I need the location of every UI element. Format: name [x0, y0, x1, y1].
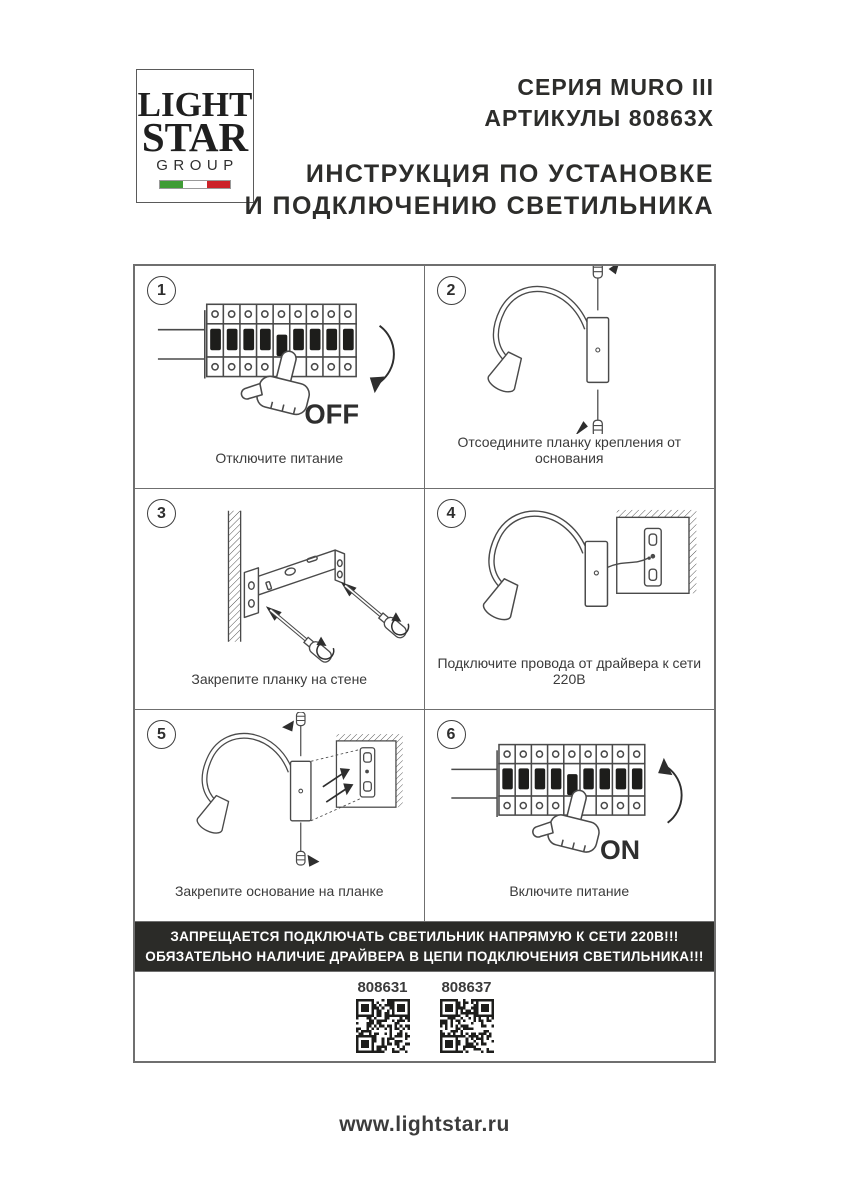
- flag-white: [183, 181, 206, 188]
- fix-base-illustration: [156, 712, 403, 882]
- circuit-breaker-on-illustration: [436, 716, 703, 878]
- step-caption: Отсоедините планку крепления от основания: [457, 434, 682, 466]
- article-code: 808631: [357, 979, 408, 996]
- screwdriver-icon: [337, 573, 410, 641]
- instruction-title-line1: ИНСТРУКЦИЯ ПО УСТАНОВКЕ: [305, 160, 714, 188]
- on-label: ON: [599, 834, 640, 865]
- circuit-breaker-off-illustration: [142, 275, 416, 441]
- step-cell-2: [425, 266, 715, 489]
- bottom-screw-icon: [576, 390, 603, 434]
- steps-grid: [133, 264, 716, 1063]
- connect-wires-illustration: [435, 489, 704, 655]
- step-caption: Включите питание: [509, 883, 630, 899]
- article-code: 808637: [441, 979, 492, 996]
- wall-bracket: [360, 747, 374, 796]
- qr-code: [440, 999, 494, 1053]
- top-screw-icon: [594, 266, 620, 310]
- instruction-title-line2: И ПОДКЛЮЧЕНИЮ СВЕТИЛЬНИКА: [244, 192, 714, 220]
- step-caption: Подключите провода от драйвера к сети 220В: [437, 655, 702, 687]
- lamp-head-cone: [194, 792, 234, 836]
- header: [245, 72, 714, 222]
- logo-word-star: STAR: [141, 114, 249, 160]
- step-number: 6: [437, 720, 466, 749]
- step-number: 2: [437, 276, 466, 305]
- screwdriver-icon: [262, 597, 338, 665]
- step-number: 1: [147, 276, 176, 305]
- step-number: 3: [147, 499, 176, 528]
- lamp-head-cone: [480, 576, 524, 624]
- turn-off-arrow-icon: [370, 326, 394, 393]
- lightstar-logo: [136, 69, 254, 203]
- logo-word-light: LIGHT: [137, 85, 253, 124]
- italy-flag-stripe: [159, 180, 231, 189]
- lamp-head-cone: [486, 349, 528, 396]
- off-label: OFF: [304, 398, 360, 430]
- step-number: 4: [437, 499, 466, 528]
- step-cell-6: [425, 710, 715, 922]
- bottom-screw-icon: [296, 822, 319, 866]
- step-cell-3: [135, 489, 425, 710]
- step-cell-5: [135, 710, 425, 922]
- footer-url: www.lightstar.ru: [339, 1113, 510, 1136]
- flag-red: [207, 181, 230, 188]
- wall-bracket: [644, 528, 661, 585]
- flag-green: [160, 181, 183, 188]
- step-caption: Закрепите планку на стене: [191, 671, 368, 687]
- warning-line-1: ЗАПРЕЩАЕТСЯ ПОДКЛЮЧАТЬ СВЕТИЛЬНИК НАПРЯМУЮ К СЕТИ 220В!!!: [170, 928, 679, 944]
- warning-banner: [135, 922, 714, 972]
- detach-plate-illustration: [443, 266, 695, 434]
- step-cell-1: [135, 266, 425, 489]
- lamp-base: [585, 541, 607, 606]
- top-screw-icon: [282, 712, 305, 756]
- step-number: 5: [147, 720, 176, 749]
- qr-code: [356, 999, 410, 1053]
- lamp-base: [587, 318, 609, 383]
- articles-title: АРТИКУЛЫ 80863X: [484, 105, 714, 131]
- article-block: [354, 977, 412, 1061]
- wall-hatching: [229, 511, 241, 642]
- series-title: СЕРИЯ MURO III: [517, 74, 714, 100]
- article-block: [438, 977, 496, 1061]
- logo-word-group: GROUP: [156, 157, 239, 174]
- mounting-plate: [245, 550, 345, 617]
- article-qr-section: [135, 972, 714, 1061]
- warning-line-2: ОБЯЗАТЕЛЬНО НАЛИЧИЕ ДРАЙВЕРА В ЦЕПИ ПОДКЛЮЧЕНИЯ СВЕТИЛЬНИКА!!!: [145, 948, 704, 964]
- turn-on-arrow-icon: [658, 757, 682, 822]
- lamp-base: [290, 761, 310, 821]
- step-cell-4: [425, 489, 715, 710]
- step-caption: Закрепите основание на планке: [174, 883, 384, 899]
- mount-plate-illustration: [148, 490, 410, 670]
- step-caption: Отключите питание: [215, 450, 344, 466]
